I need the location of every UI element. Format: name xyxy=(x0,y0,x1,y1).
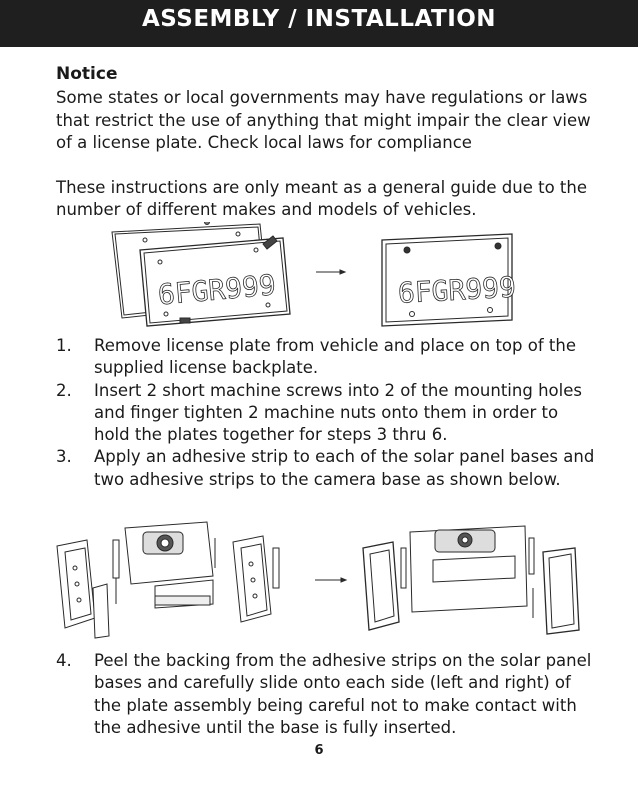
guide-paragraph: These instructions are only meant as a general guide due to the number of different makes and models of vehicles. xyxy=(56,177,587,219)
arrow-drawing xyxy=(316,270,345,274)
right-solar-base-drawing xyxy=(233,536,279,622)
header-title: ASSEMBLY / INSTALLATION xyxy=(141,5,497,32)
notice-body: Some states or local governments may have regulations or laws that restrict the use of anything that might impair the clear view of a license plate. Check local laws for compliance xyxy=(56,88,591,152)
camera-plate-drawing-left xyxy=(125,522,215,608)
step-text: Apply an adhesive strip to each of the solar panel bases and two adhesive strips to the camera base as shown below. xyxy=(94,447,595,489)
notice-section xyxy=(56,62,596,222)
plate-text-left: 6FGR999 xyxy=(156,268,278,312)
step-item xyxy=(56,380,596,447)
step-number: 3. xyxy=(56,447,72,467)
step-number: 1. xyxy=(56,336,72,355)
solar-bases-illustration xyxy=(55,518,590,640)
page-number: 6 xyxy=(314,743,324,758)
assembled-plate-drawing xyxy=(382,234,517,326)
step-item xyxy=(56,650,596,739)
steps-list-part2 xyxy=(56,650,596,739)
plate-assembly-illustration xyxy=(100,222,520,332)
step-number: 2. xyxy=(56,380,72,400)
step-text: Remove license plate from vehicle and place on top of the supplied license backplate. xyxy=(94,336,576,378)
license-plate-drawing xyxy=(140,236,290,326)
step-item xyxy=(56,335,596,380)
steps-list-part1 xyxy=(56,335,596,491)
page-header xyxy=(0,0,638,47)
left-solar-base-drawing xyxy=(57,540,119,638)
step-item xyxy=(56,446,596,491)
arrow-drawing-2 xyxy=(315,578,346,582)
plate-text-right: 6FGR999 xyxy=(397,270,517,310)
assembled-camera-drawing xyxy=(363,526,579,634)
notice-heading: Notice xyxy=(56,64,118,84)
step-text: Peel the backing from the adhesive strips on the solar panel bases and carefully slide onto each side (left and right) of the plate assembly being careful not to make contact with the adhesive until the base is fully inserted. xyxy=(94,651,592,737)
step-text: Insert 2 short machine screws into 2 of the mounting holes and finger tighten 2 machine nuts onto them in order to hold the plates together for steps 3 thru 6. xyxy=(94,380,582,445)
step-number: 4. xyxy=(56,651,72,670)
